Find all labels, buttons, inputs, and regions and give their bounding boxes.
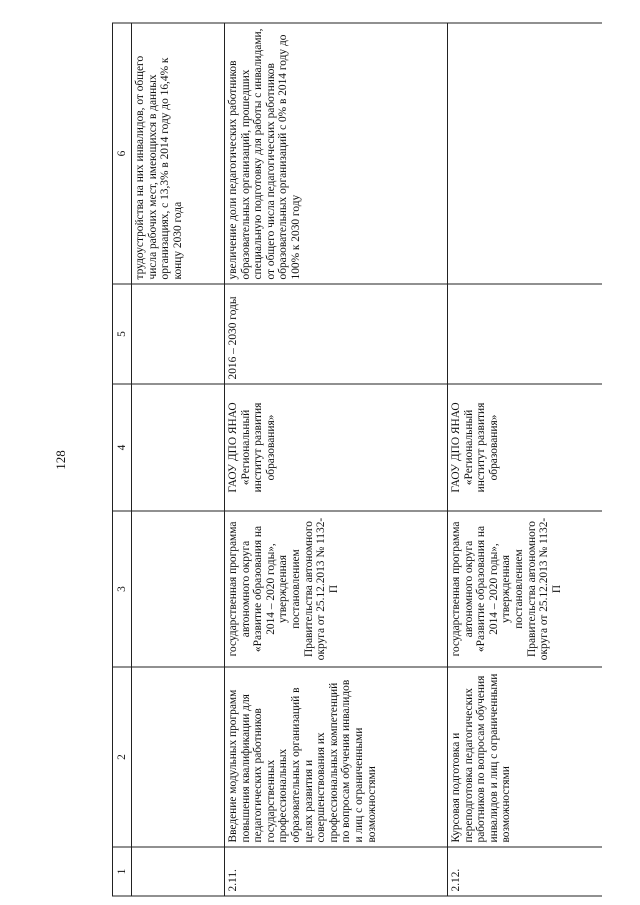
measure-name: Введение модульных программ повышения квалификации для педагогических работников государственных профессиональных образовательных организаций в целях развития и совершенствования их профессиональных компетенций по вопросам обучения инвалидов и лиц с ограниченными возможностями	[225, 667, 448, 847]
header-col-2: 2	[113, 667, 132, 847]
empty-cell	[132, 511, 225, 667]
executor: ГАОУ ДПО ЯНАО «Региональный институт развития образования»	[448, 384, 603, 511]
empty-cell	[132, 384, 225, 511]
row-number: 2.12.	[448, 847, 603, 896]
header-col-5: 5	[113, 284, 132, 384]
empty-cell	[132, 284, 225, 384]
funding-program: государственная программа автономного округа «Развитие образования на 2014 – 2020 годы», утвержденная постановлением Правительства автономного округа от 25.12.2013 № 1132-П	[225, 511, 448, 667]
row-number: 2.11.	[225, 847, 448, 896]
expected-result	[448, 23, 603, 284]
continuation-row	[132, 23, 225, 896]
header-col-3: 3	[113, 511, 132, 667]
header-row	[113, 23, 132, 896]
continuation-result: трудоустройства на них инвалидов, от общего числа рабочих мест, имеющихся в данных организациях, с 13,3% в 2014 году до 16,4% к концу 2030 года	[132, 23, 225, 284]
period: 2016 – 2030 годы	[225, 284, 448, 384]
rotated-table-page	[112, 28, 602, 897]
period	[448, 284, 603, 384]
header-col-4: 4	[113, 384, 132, 511]
table-row	[225, 23, 448, 896]
measure-name: Курсовая подготовка и переподготовка педагогических работников по вопросам обучения инвалидов и лиц с ограниченными возможностями	[448, 667, 603, 847]
header-col-1: 1	[113, 847, 132, 896]
table-row	[448, 23, 603, 896]
expected-result: увеличение доли педагогических работников образовательных организаций, прошедших специальную подготовку для работы с инвалидами, от общего числа педагогических работников образовательных организаций с 0% в 2014 году до 100% к 2030 году	[225, 23, 448, 284]
header-col-6: 6	[113, 23, 132, 284]
empty-cell	[132, 667, 225, 847]
empty-cell	[132, 847, 225, 896]
page-number: 128	[53, 450, 68, 470]
executor: ГАОУ ДПО ЯНАО «Региональный институт развития образования»	[225, 384, 448, 511]
funding-program: государственная программа автономного округа «Развитие образования на 2014 – 2020 годы», утвержденная постановлением Правительства автономного округа от 25.12.2013 № 1132-П	[448, 511, 603, 667]
measures-table	[112, 23, 602, 897]
